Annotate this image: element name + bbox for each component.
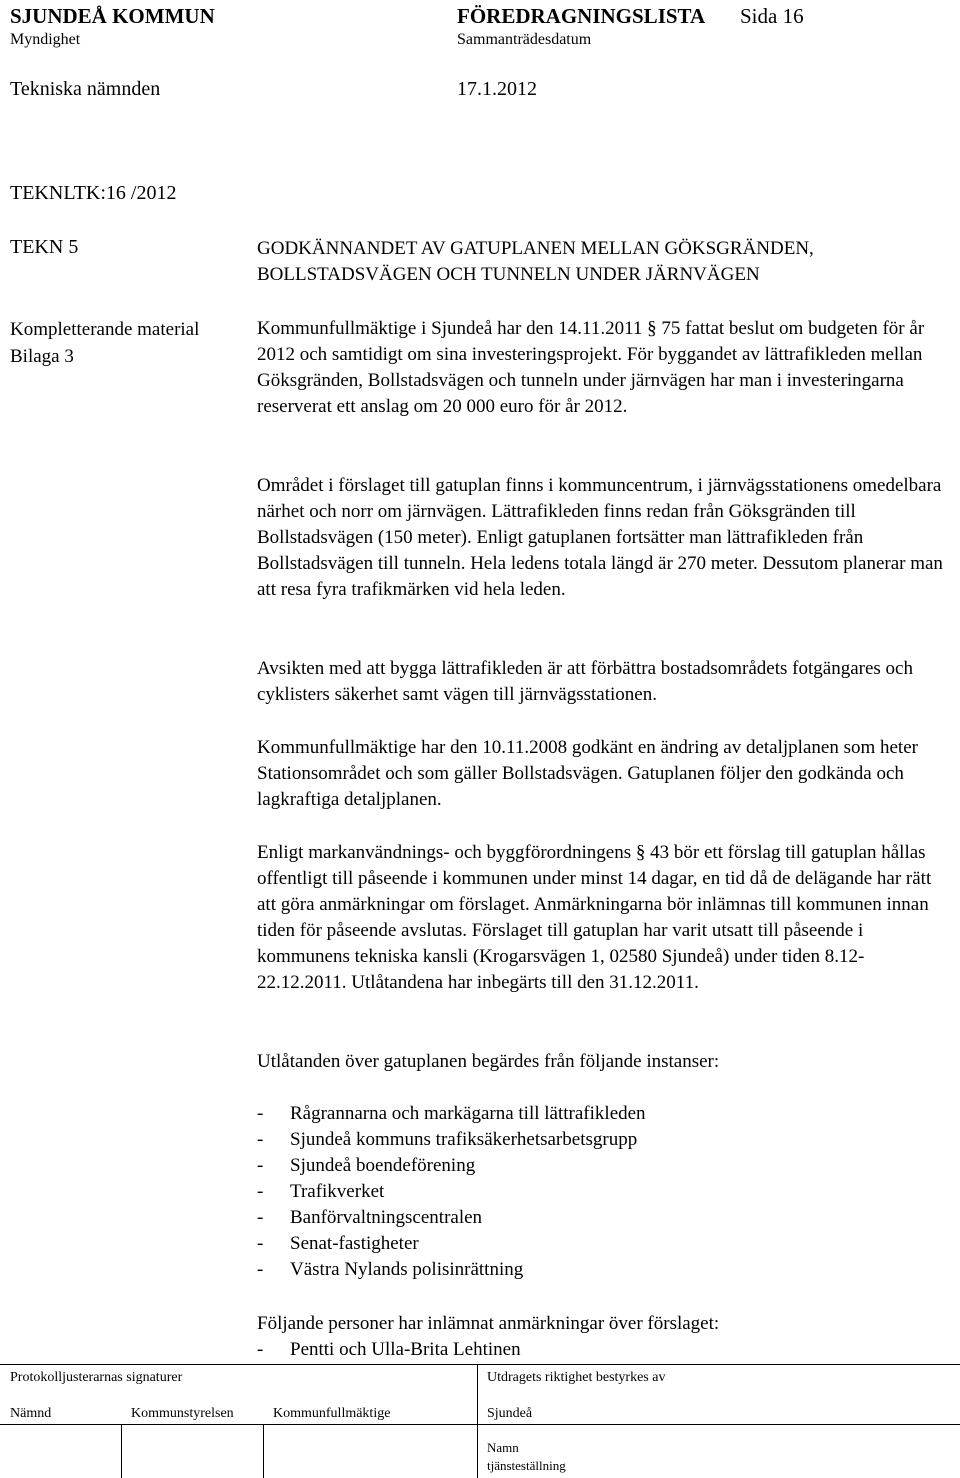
list-item: - Sjundeå kommuns trafiksäkerhetsarbetsgrupp — [257, 1127, 947, 1153]
paragraph-remarks — [257, 1311, 947, 1363]
paragraph-1-text: Kommunfullmäktige i Sjundeå har den 14.11.2011 § 75 fattat beslut om budgeten för år 2012 och samtidigt om sina investeringsprojekt. För byggandet av lättrafikleden mellan Göksgränden, Bollstadsvägen och tunneln under järnvägen har man i investeringarna reserverat ett anslag om 20 000 euro för år 2012. — [257, 318, 925, 417]
footer-top-rule — [0, 1364, 960, 1365]
paragraph-2-text: Området i förslaget till gatuplan finns i kommuncentrum, i järnvägsstationens omedelbara närhet och norr om järnvägen. Lättrafikleden finns redan från Göksgränden till Bollstadsvägen (150 meter). Enligt gatuplanen fortsätter man lättrafikleden från Bollstadsvägen till tunneln. Hela ledens totala längd är 270 meter. Dessutom planerar man att resa fyra trafikmärken vid hela leden. — [257, 475, 943, 600]
footer-col-municipal-council: Kommunfullmäktige — [273, 1406, 391, 1421]
footer-divider-1 — [121, 1424, 122, 1478]
footer-col-board: Nämnd — [10, 1406, 52, 1421]
paragraph-5-text: Enligt markanvändnings- och byggförordningens § 43 bör ett förslag till gatuplan hållas offentligt till påseende i kommunen under minst 14 dagar, en tid då de delägande har rätt att göra anmärkningar om förslaget. Anmärkningarna bör inlämnas till kommunen innan tiden för påseende avslutas. Förslaget till gatuplan har varit utsatt till påseende i kommunens tekniska kansli (Krogarsvägen 1, 02580 Sjundeå) under tiden 8.12-22.12.2011. Utlåtandena har inbegärts till den 31.12.2011. — [257, 842, 932, 993]
list-item: - Senat-fastigheter — [257, 1231, 947, 1257]
list-item: - Pentti och Ulla-Brita Lehtinen — [257, 1337, 947, 1363]
case-title — [257, 236, 814, 288]
municipality-name: SJUNDEÅ KOMMUN — [10, 4, 215, 28]
paragraph-6-text: Utlåtanden över gatuplanen begärdes från följande instanser: — [257, 1051, 720, 1072]
paragraph-7-text: Följande personer har inlämnat anmärkningar över förslaget: — [257, 1313, 720, 1334]
meeting-date: 17.1.2012 — [457, 78, 537, 100]
section-number: TEKN 5 — [10, 236, 79, 258]
paragraph-statements — [257, 1049, 947, 1075]
footer-place: Sjundeå — [487, 1406, 533, 1421]
authority-name: Tekniska nämnden — [10, 78, 161, 100]
footer-divider-2 — [263, 1424, 264, 1478]
list-item: - Banförvaltningscentralen — [257, 1205, 947, 1231]
case-reference: TEKNLTK:16 /2012 — [10, 182, 177, 204]
paragraph-3-text: Avsikten med att bygga lättrafikleden är att förbättra bostadsområdets fotgängares och cyklisters säkerhet samt vägen till järnvägsstationen. — [257, 658, 913, 705]
attachment-label: Bilaga 3 — [10, 346, 74, 367]
paragraph-detail-plan — [257, 735, 947, 813]
list-item: - Sjundeå boendeförening — [257, 1153, 947, 1179]
case-title-line-2: BOLLSTADSVÄGEN OCH TUNNELN UNDER JÄRNVÄGEN — [257, 264, 760, 285]
side-labels — [10, 316, 199, 370]
paragraph-4-text: Kommunfullmäktige har den 10.11.2008 godkänt en ändring av detaljplanen som heter Stationsområdet och som gäller Bollstadsvägen. Gatuplanen följer den godkända och lagkraftiga detaljplanen. — [257, 737, 918, 810]
paragraph-budget — [257, 316, 947, 420]
footer-position-label: tjänsteställning — [487, 1458, 566, 1473]
list-item: - Västra Nylands polisinrättning — [257, 1257, 947, 1283]
footer-col-municipal-board: Kommunstyrelsen — [131, 1406, 234, 1421]
footer-middle-rule — [0, 1424, 960, 1425]
signatures-label: Protokolljusterarnas signaturer — [10, 1370, 183, 1385]
paragraph-purpose — [257, 656, 947, 708]
paragraph-regulation — [257, 840, 947, 996]
case-title-line-1: GODKÄNNANDET AV GATUPLANEN MELLAN GÖKSGRÄNDEN, — [257, 238, 814, 259]
footer-name-label: Namn — [487, 1440, 519, 1455]
page-number: Sida 16 — [740, 4, 804, 28]
instances-list — [257, 1101, 947, 1283]
list-item: - Trafikverket — [257, 1179, 947, 1205]
supplementary-material-label: Kompletterande material — [10, 319, 200, 340]
footer-center-divider — [477, 1364, 478, 1478]
paragraph-area — [257, 473, 947, 603]
certified-label: Utdragets riktighet bestyrkes av — [487, 1370, 666, 1385]
authority-label: Myndighet — [10, 31, 81, 48]
list-item: - Rågrannarna och markägarna till lättrafikleden — [257, 1101, 947, 1127]
meeting-date-label: Sammanträdesdatum — [457, 31, 592, 48]
document-type: FÖREDRAGNINGSLISTA — [457, 4, 706, 28]
